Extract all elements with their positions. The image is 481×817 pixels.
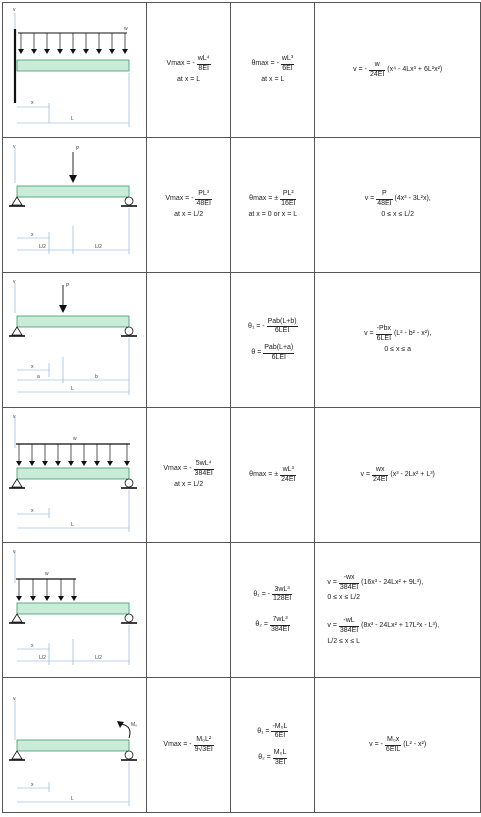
diagram-cantilever-uniform (3, 3, 147, 138)
table-row (3, 3, 481, 138)
end-slopes-cell: θ₁ = $\frac{\text{-M₀L}}{6EI}$ θ₂ = $\frac{\text{M₀L}}{3EI}$ (231, 678, 315, 813)
elastic-curve-cell: v = $\frac{\text{-Pbx}}{\text{6LEI}}$ (L² - b² - x²), 0 ≤ x ≤ a (315, 273, 481, 408)
svg-text:L/2: L/2 (95, 244, 102, 250)
svg-text:L/2: L/2 (39, 244, 46, 250)
svg-text:x: x (31, 643, 34, 649)
load-label: w (124, 26, 128, 32)
elastic-curve-cell: v = $\frac{wx}{24EI}$ (x³ - 2Lx² + L³) (315, 408, 481, 543)
svg-text:x: x (31, 232, 34, 238)
svg-text:v: v (13, 279, 16, 285)
svg-text:w: w (45, 571, 49, 577)
svg-text:L/2: L/2 (39, 655, 46, 661)
elastic-curve-cell: v = - $\frac{\text{M₀x}}{\text{6EIL}}$ (L² - x²) (315, 678, 481, 813)
table-row (3, 408, 481, 543)
max-deflection-cell: Vmax = - $\frac{\text{5wL⁴}}{384EI}$ at x = L/2 (147, 408, 231, 543)
max-deflection-cell: Vmax = - $\frac{\text{M₀L²}}{9√3EI}$ (147, 678, 231, 813)
beam-table (2, 2, 481, 813)
diagram-simply-supported-uniform (3, 408, 147, 543)
x-label: x (31, 100, 34, 106)
end-slopes-cell: θ₁ = - $\frac{\text{Pab(L+b)}}{\text{6LEI}}$ θ = $\frac{\text{Pab(L+a)}}{\text{6LEI}}$ (231, 273, 315, 408)
empty-cell (147, 543, 231, 678)
svg-text:v: v (13, 414, 16, 420)
svg-text:w: w (73, 436, 77, 442)
svg-text:P: P (76, 146, 80, 152)
diagram-simply-supported-offset-load (3, 273, 147, 408)
empty-cell (147, 273, 231, 408)
table-row (3, 678, 481, 813)
table-row (3, 138, 481, 273)
svg-text:L/2: L/2 (95, 655, 102, 661)
span-label: L (71, 116, 74, 122)
max-slope-cell: θmax = ± $\frac{\text{wL³}}{24EI}$ (231, 408, 315, 543)
svg-text:v: v (13, 549, 16, 555)
v-axis-label: v (13, 7, 16, 13)
max-slope-cell: θmax = ± $\frac{\text{PL²}}{16EI}$ at x = 0 or x = L (231, 138, 315, 273)
svg-text:v: v (13, 144, 16, 150)
end-slopes-cell: θ₁ = - $\frac{\text{3wL³}}{128EI}$ θ₂ = $\frac{\text{7wL³}}{384EI}$ (231, 543, 315, 678)
max-deflection-cell: Vmax = - $\frac{\text{PL³}}{48EI}$ at x = L/2 (147, 138, 231, 273)
elastic-curve-cell: v = - $\frac{w}{24EI}$ (x⁴ - 4Lx³ + 6L²x²) (315, 3, 481, 138)
svg-text:M₀: M₀ (131, 722, 138, 728)
svg-text:L: L (71, 386, 74, 392)
diagram-simply-supported-center-load (3, 138, 147, 273)
svg-text:b: b (95, 374, 98, 380)
svg-text:L: L (71, 522, 74, 528)
elastic-curve-cell: v = $\frac{-wx}{384EI}$ (16x³ - 24Lx² + 9L³), 0 ≤ x ≤ L/2 v = $\frac{-wL}{384EI}$ (8x³ - 24Lx² + 17L²x - L³), L/2 ≤ x ≤ L (315, 543, 481, 678)
svg-text:x: x (31, 364, 34, 370)
max-slope-cell: θmax = - $\frac{\text{wL³}}{6EI}$ at x = L (231, 3, 315, 138)
svg-text:x: x (31, 782, 34, 788)
diagram-simply-supported-end-moment (3, 678, 147, 813)
max-deflection-cell: Vmax = - $\frac{\text{wL⁴}}{8EI}$ at x = L (147, 3, 231, 138)
svg-text:x: x (31, 508, 34, 514)
svg-text:v: v (13, 696, 16, 702)
diagram-simply-supported-half-uniform (3, 543, 147, 678)
table-row (3, 273, 481, 408)
svg-text:L: L (71, 796, 74, 802)
svg-text:P: P (66, 283, 70, 289)
elastic-curve-cell: v = $\frac{P}{48EI}$ (4x³ - 3L²x), 0 ≤ x ≤ L/2 (315, 138, 481, 273)
table-row (3, 543, 481, 678)
svg-text:a: a (37, 374, 40, 380)
